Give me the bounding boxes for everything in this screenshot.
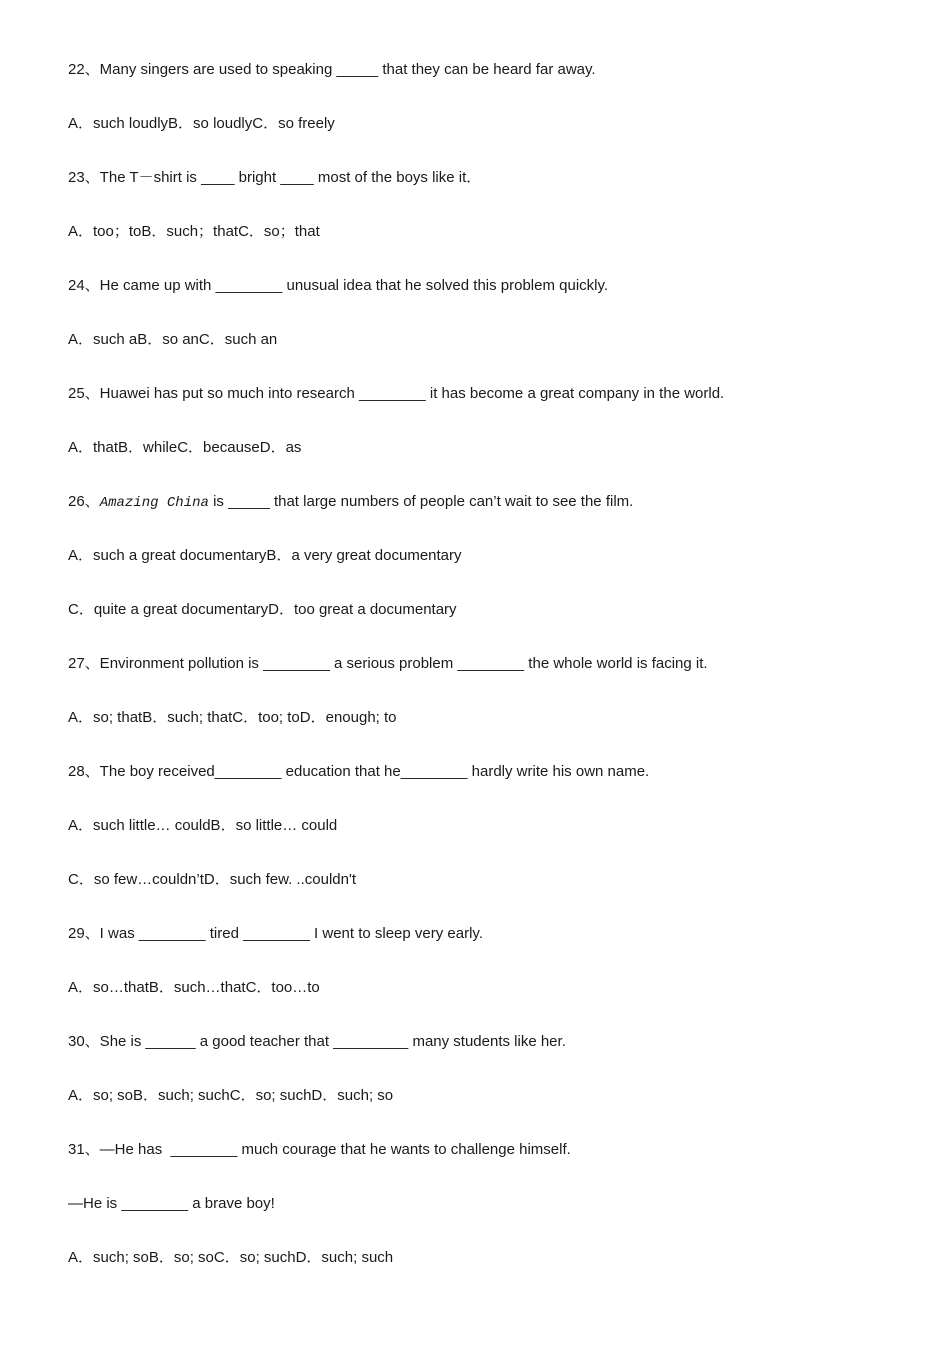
- question-23-stem: 23、The T－shirt is ____ bright ____ most of the boys like it．: [68, 169, 482, 186]
- question-31-stem: 31、—He has ________ much courage that he wants to challenge himself.: [68, 1141, 571, 1158]
- question-28-stem: 28、The boy received________ education that he________ hardly write his own name.: [68, 763, 650, 780]
- question-22-options: A．such loudlyB．so loudlyC．so freely: [68, 115, 335, 132]
- question-26-stem: [68, 492, 633, 513]
- question-26-options-2: C．quite a great documentaryD．too great a documentary: [68, 601, 457, 618]
- question-26-suffix: is _____ that large numbers of people can’t wait to see the film.: [208, 493, 634, 510]
- question-28-options: A．such little… couldB．so little… could: [68, 817, 338, 834]
- question-27-stem: 27、Environment pollution is ________ a serious problem ________ the whole world is facing it.: [68, 655, 708, 672]
- question-28-options-2: C．so few…couldn’tD．such few. ..couldn't: [68, 871, 356, 888]
- question-31-options: A．such; soB．so; soC．so; suchD．such; such: [68, 1249, 394, 1266]
- question-27-options: A．so; thatB．such; thatC．too; toD．enough; to: [68, 709, 397, 726]
- question-25-stem: 25、Huawei has put so much into research ________ it has become a great company in the world.: [68, 385, 725, 402]
- question-31-stem-2: —He is ________ a brave boy!: [68, 1195, 275, 1212]
- question-25-options: A．thatB．whileC．becauseD．as: [68, 439, 302, 456]
- question-23-options: A．too；toB．such；thatC．so；that: [68, 223, 320, 240]
- question-29-stem: 29、I was ________ tired ________ I went to sleep very early.: [68, 925, 483, 942]
- question-26-title: Amazing China: [99, 495, 209, 511]
- question-26-options: A．such a great documentaryB．a very great documentary: [68, 547, 462, 564]
- question-24-options: A．such aB．so anC．such an: [68, 331, 278, 348]
- question-22-stem: 22、Many singers are used to speaking _____ that they can be heard far away.: [68, 61, 596, 78]
- question-30-stem: 30、She is ______ a good teacher that _________ many students like her.: [68, 1033, 566, 1050]
- question-26-prefix: 26、: [68, 493, 100, 510]
- question-30-options: A．so; soB．such; suchC．so; suchD．such; so: [68, 1087, 394, 1104]
- question-24-stem: 24、He came up with ________ unusual idea that he solved this problem quickly.: [68, 277, 609, 294]
- question-29-options: A．so…thatB．such…thatC．too…to: [68, 979, 320, 996]
